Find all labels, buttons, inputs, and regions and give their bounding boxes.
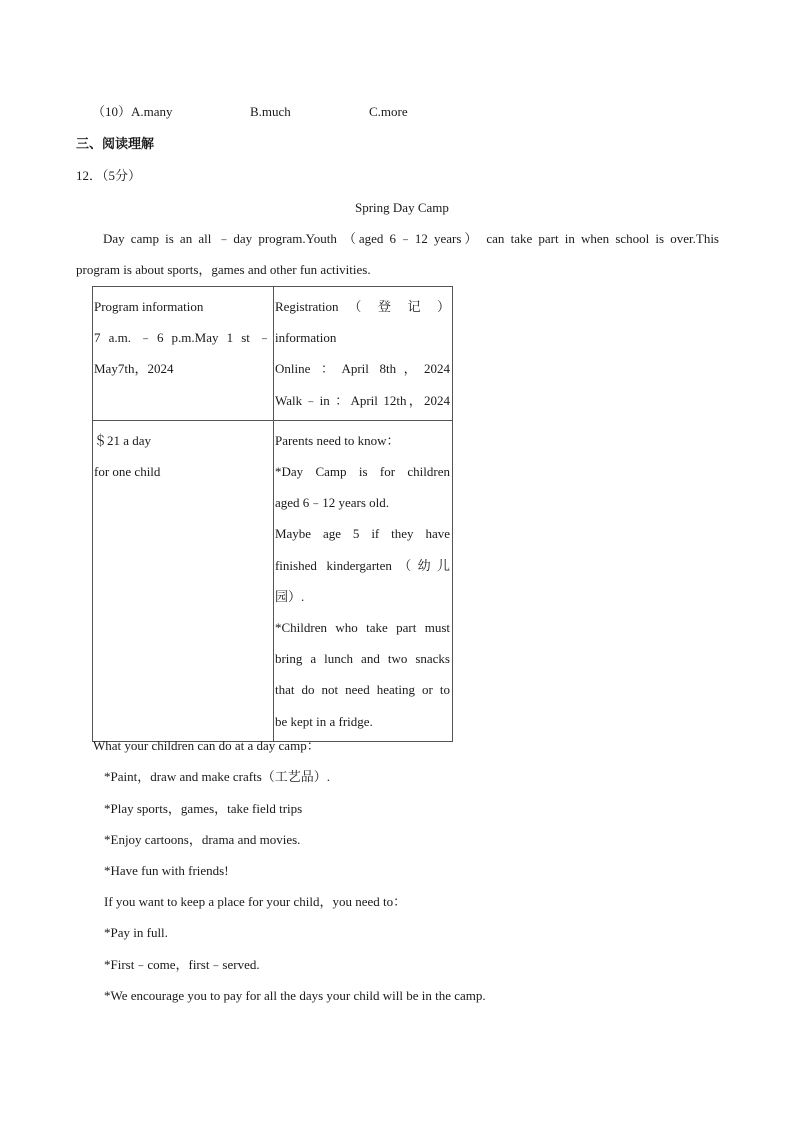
list-item: *Enjoy cartoons，drama and movies. xyxy=(104,832,301,847)
parents-line: bring a lunch and two snacks xyxy=(274,651,450,667)
list-item: *We encourage you to pay for all the days your child will be in the camp. xyxy=(104,988,486,1003)
reserve-heading: If you want to keep a place for your child，you need to： xyxy=(104,894,407,909)
parents-line: be kept in a fridge. xyxy=(274,713,373,729)
parents-line: aged 6﹣12 years old. xyxy=(274,495,390,511)
registration-online: Online ：April 8th，2024 xyxy=(274,361,450,377)
registration-walkin: Walk﹣in ：April 12th，2024 xyxy=(274,392,450,408)
registration-title: Registration （ 登 记 ） xyxy=(274,299,450,314)
program-info-hours: 7 a.m. ﹣6 p.m.May 1 st ﹣ xyxy=(94,330,271,346)
list-item: *Have fun with friends! xyxy=(104,863,229,878)
list-item: *Paint，draw and make crafts（工艺品）. xyxy=(104,769,331,784)
parents-line: *Children who take part must xyxy=(274,620,450,636)
passage-title: Spring Day Camp xyxy=(355,200,449,215)
program-info-cell xyxy=(93,287,274,421)
question10-option-b: B.much xyxy=(250,104,291,119)
list-item: *First﹣come，first﹣served. xyxy=(104,957,260,972)
parents-heading: Parents need to know： xyxy=(274,432,400,448)
parents-line: finished kindergarten（幼儿 xyxy=(274,557,450,573)
registration-title-cont: information xyxy=(274,330,337,346)
program-info-title: Program information xyxy=(94,299,204,314)
price-cell xyxy=(93,420,274,741)
passage-intro-line1: Day camp is an all ﹣day program.Youth （aged 6﹣12 years） can take part in when school is over.This xyxy=(103,231,719,246)
table-row xyxy=(93,420,453,741)
registration-cell xyxy=(273,287,452,421)
price-amount: ＄21 a day xyxy=(94,432,152,448)
list-item: *Play sports，games，take field trips xyxy=(104,801,303,816)
parents-cell xyxy=(273,420,452,741)
table-row xyxy=(93,287,453,421)
price-unit: for one child xyxy=(94,464,161,480)
passage-intro-line2: program is about sports，games and other fun activities. xyxy=(76,262,371,277)
parents-line: that do not need heating or to xyxy=(274,682,450,698)
question10-option-c: C.more xyxy=(369,104,408,119)
list-item: *Pay in full. xyxy=(104,925,168,940)
program-info-dates: May7th，2024 xyxy=(94,361,174,377)
question10-option-a: （10）A.many xyxy=(92,104,173,119)
activities-heading: What your children can do at a day camp： xyxy=(93,738,320,753)
section-heading: 三、阅读理解 xyxy=(76,136,155,151)
parents-line: 园）. xyxy=(274,588,305,604)
parents-line: Maybe age 5 if they have xyxy=(274,526,450,542)
parents-line: *Day Camp is for children xyxy=(274,464,450,480)
question12-label: 12．（5分） xyxy=(76,168,142,183)
camp-info-table xyxy=(92,286,453,742)
